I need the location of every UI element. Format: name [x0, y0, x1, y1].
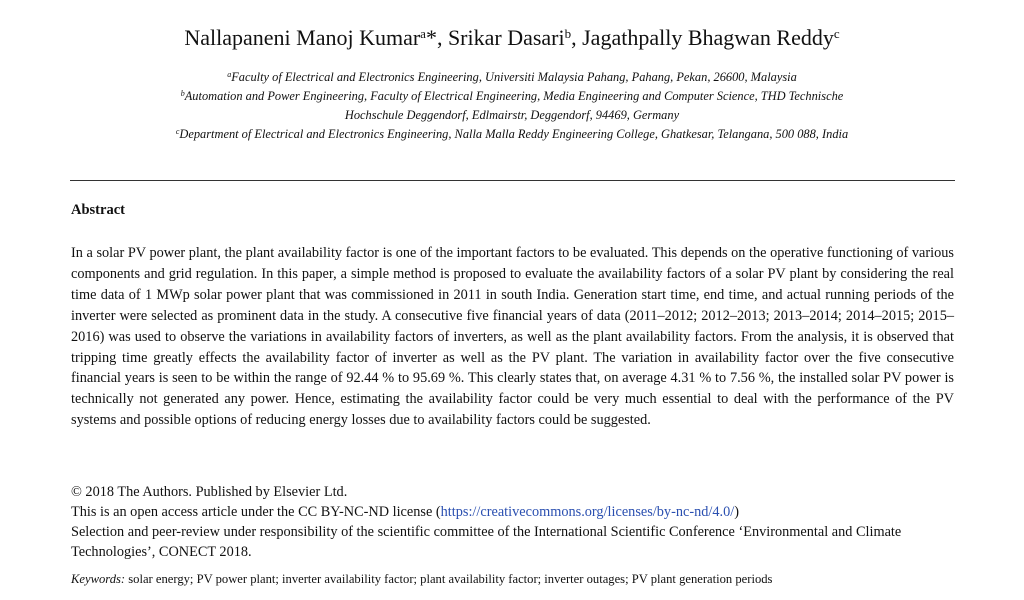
abstract-body: In a solar PV power plant, the plant availability factor is one of the important factors to be evaluated. This depends on the operative functioning of various components and grid regulation. In this paper, a simple method is proposed to evaluate the availability factors of a solar PV plant by considering the real time data of 1 MWp solar power plant that was commissioned in 2011 in south India. Generation start time, end time, and actual running periods of the inverter were selected as prominent data in the study. A consecutive five financial years of data (2011–2012; 2012–2013; 2013–2014; 2014–2015; 2015–2016) was used to observe the variations in availability factors of inverters, as well as the plant availability factors. From the analysis, it is observed that tripping time greatly effects the availability factor of inverter as well as the PV plant. The variation in availability factor over the five consecutive financial years is seen to be within the range of 92.44 % to 95.69 %. This clearly states that, on average 4.31 % to 7.56 %, the installed solar PV power is technically not generated any power. Hence, estimating the availability factor could be very much essential to deal with the performance of the PV systems and possible options of reducing energy losses due to availability factors could be suggested. [71, 245, 954, 429]
keywords-text: solar energy; PV power plant; inverter availability factor; plant availability factor; inverter outages; PV plant generation periods [128, 572, 773, 586]
copyright-block [71, 482, 954, 562]
peer-review-statement: Selection and peer-review under responsibility of the scientific committee of the International Scientific Conference ‘Environmental and Climate Technologies’, CONECT 2018. [71, 524, 902, 560]
author: Srikar Dasari$^b$, [447, 25, 583, 50]
affiliation-b: $^b$Automation and Power Engineering, Faculty of Electrical Engineering, Media Engineering and Computer Science, THD Technische [180, 89, 844, 103]
author: Jagathpally Bhagwan Reddy$^c$ [582, 25, 840, 50]
keywords [71, 571, 954, 588]
section-divider [70, 180, 955, 181]
copyright-line: © 2018 The Authors. Published by Elsevier Ltd. [71, 484, 348, 500]
affiliations [60, 68, 964, 144]
affiliation-a: $^a$Faculty of Electrical and Electronics Engineering, Universiti Malaysia Pahang, Pahang, Pekan, 26600, Malaysia [227, 70, 797, 84]
license-link[interactable]: https://creativecommons.org/licenses/by-nc-nd/4.0/ [440, 504, 735, 520]
license-line: This is an open access article under the CC BY-NC-ND license (https://creativecommons.org/licenses/by-nc-nd/4.0/) [71, 504, 739, 520]
keywords-label: Keywords: [71, 572, 126, 586]
abstract-heading: Abstract [71, 202, 125, 218]
author-list [0, 24, 1024, 52]
affiliation-b-continued: Hochschule Deggendorf, Edlmairstr, Deggendorf, 94469, Germany [344, 108, 680, 122]
affiliation-c: $^c$Department of Electrical and Electronics Engineering, Nalla Malla Reddy Engineering College, Ghatkesar, Telangana, 500 088, India [175, 127, 849, 141]
author: Nallapaneni Manoj Kumar$^a$*, [184, 25, 448, 50]
